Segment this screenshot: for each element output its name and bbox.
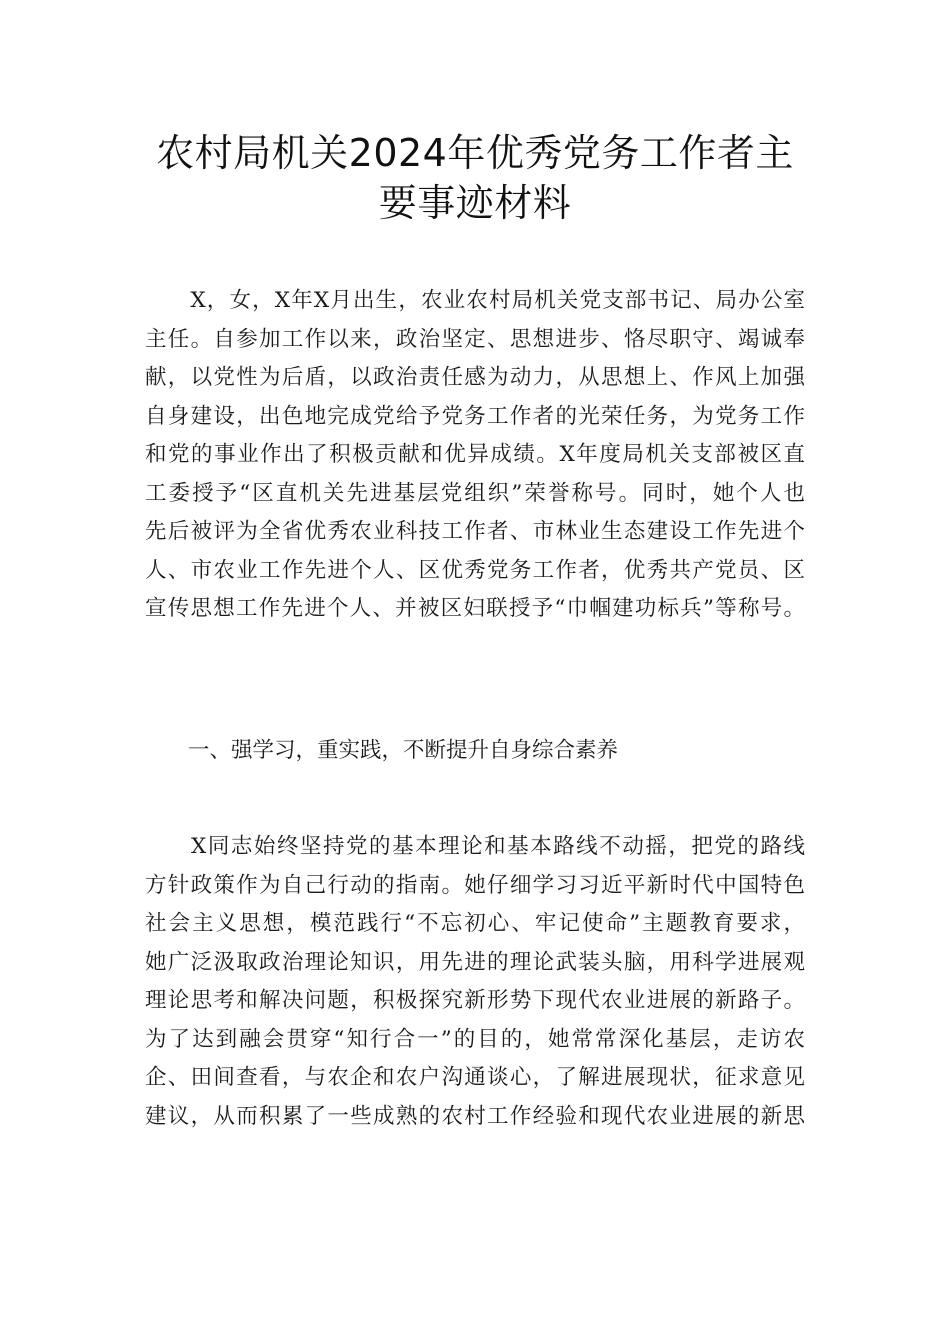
title-line-1: 农村局机关2024年优秀党务工作者主 bbox=[156, 131, 794, 175]
title-line-2: 要事迹材料 bbox=[378, 181, 572, 225]
paragraph-line: 宣传思想工作先进个人、并被区妇联授予“巾帼建功标兵”等称号。 bbox=[145, 596, 805, 621]
paragraph-line: X同志始终坚持党的基本理论和基本路线不动摇，把党的路线 bbox=[145, 834, 805, 859]
paragraph-line: 和党的事业作出了积极贡献和优异成绩。X年度局机关支部被区直 bbox=[145, 442, 805, 467]
intro-paragraph bbox=[145, 282, 805, 629]
paragraph-line: 方针政策作为自己行动的指南。她仔细学习习近平新时代中国特色 bbox=[145, 872, 805, 898]
paragraph-line: 自身建设，出色地完成党给予党务工作者的光荣任务，为党务工作 bbox=[145, 403, 805, 429]
section-1-paragraph bbox=[145, 828, 805, 1136]
paragraph-line: 建议，从而积累了一些成熟的农村工作经验和现代农业进展的新思 bbox=[145, 1103, 805, 1129]
paragraph-line: 她广泛汲取政治理论知识，用先进的理论武装头脑，用科学进展观 bbox=[145, 949, 805, 975]
paragraph-line: 献，以党性为后盾，以政治责任感为动力，从思想上、作风上加强 bbox=[145, 365, 805, 390]
paragraph-line: 社会主义思想，模范践行“不忘初心、牢记使命”主题教育要求， bbox=[145, 911, 805, 936]
section-heading-1 bbox=[145, 732, 805, 771]
section-heading-text: 一、强学习，重实践，不断提升自身综合素养 bbox=[145, 738, 619, 763]
paragraph-line: 理论思考和解决问题，积极探究新形势下现代农业进展的新路子。 bbox=[145, 988, 805, 1013]
paragraph-line: 工委授予“区直机关先进基层党组织”荣誉称号。同时，她个人也 bbox=[145, 480, 805, 506]
document-title bbox=[145, 128, 805, 228]
paragraph-line: 为了达到融会贯穿“知行合一”的目的，她常常深化基层，走访农 bbox=[145, 1026, 805, 1052]
paragraph-line: 人、市农业工作先进个人、区优秀党务工作者，优秀共产党员、区 bbox=[145, 557, 805, 583]
paragraph-line: 先后被评为全省优秀农业科技工作者、市林业生态建设工作先进个 bbox=[145, 519, 805, 544]
paragraph-line: X，女，X年X月出生，农业农村局机关党支部书记、局办公室 bbox=[145, 288, 805, 313]
paragraph-line: 企、田间查看，与农企和农户沟通谈心，了解进展现状，征求意见 bbox=[145, 1065, 805, 1090]
paragraph-line: 主任。自参加工作以来，政治坚定、思想进步、恪尽职守、竭诚奉 bbox=[145, 326, 805, 352]
